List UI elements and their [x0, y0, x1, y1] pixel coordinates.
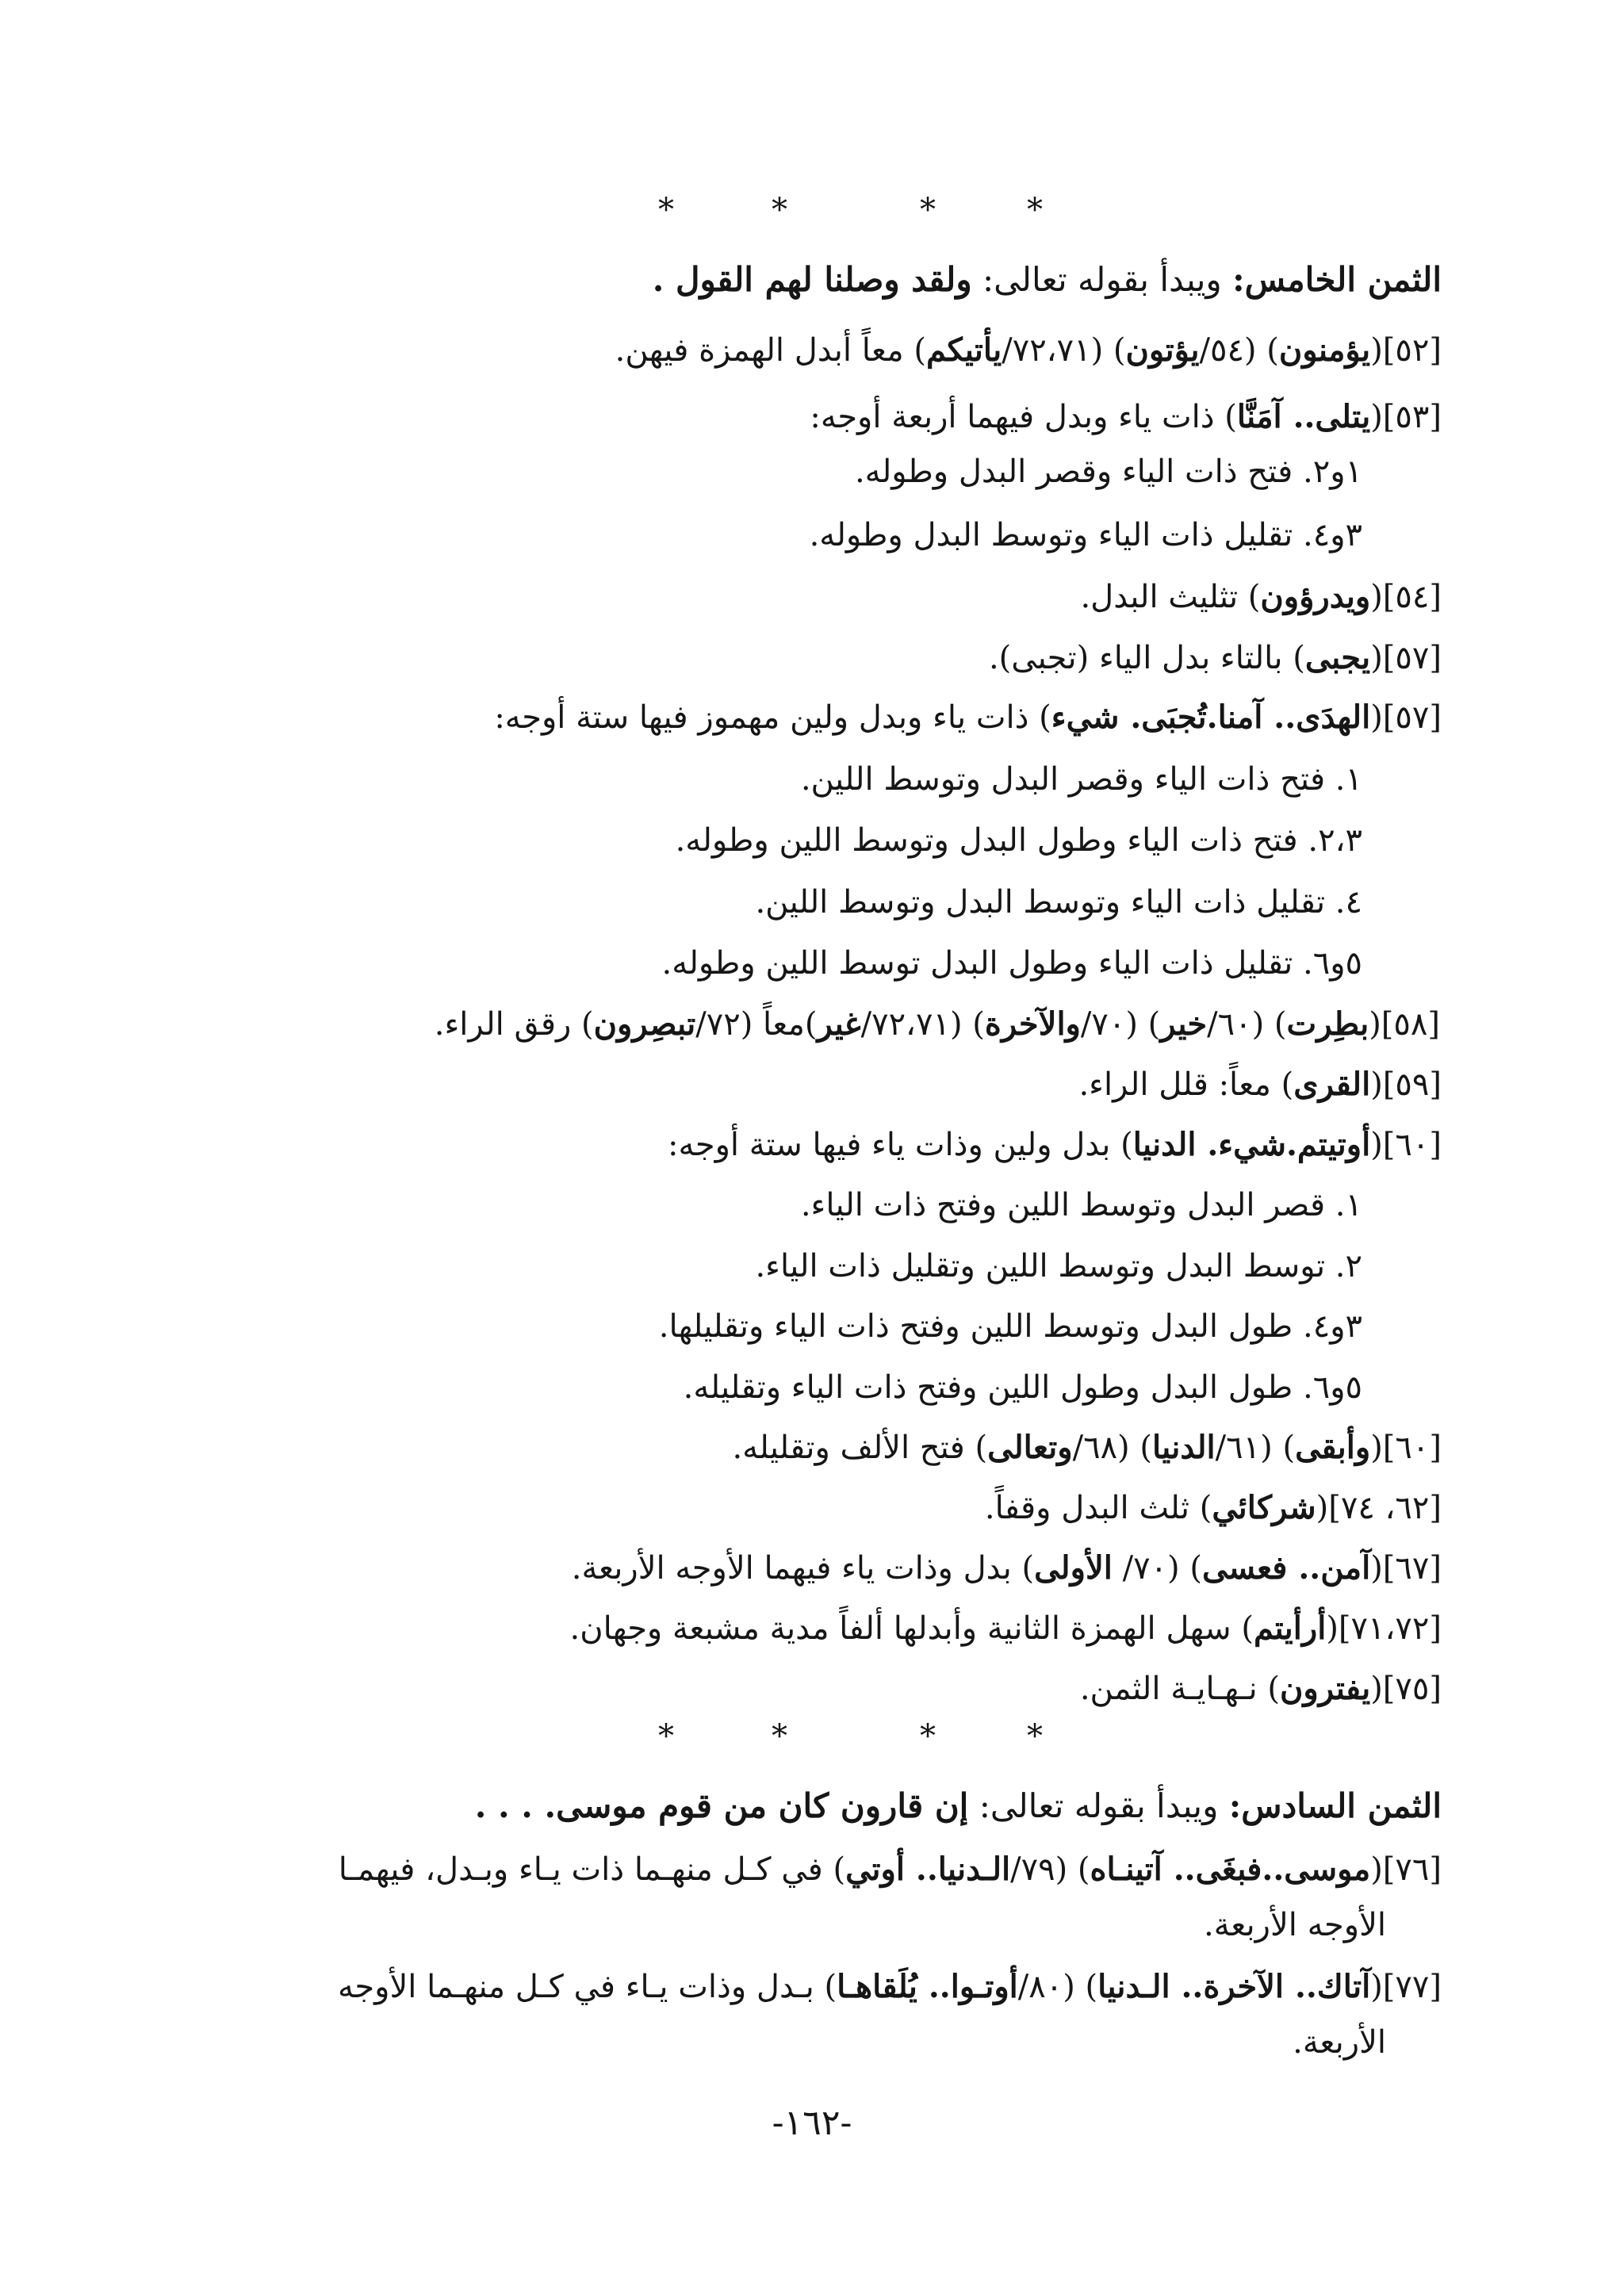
- entry-line: [1078, 1061, 1442, 1108]
- text: ) (٦٠/: [1207, 1006, 1287, 1043]
- word: يأتيكم: [925, 331, 1002, 369]
- option-line: ١. فتح ذات الياء وقصر البدل وتوسط اللين.: [800, 761, 1362, 798]
- entry-line: [732, 1424, 1442, 1472]
- option-line: ١. قصر البدل وتوسط اللين وفتح ذات الياء.: [800, 1187, 1362, 1223]
- entry-line: [1080, 1665, 1442, 1713]
- word: يؤتون: [1125, 331, 1200, 369]
- entry-line: [1080, 573, 1442, 621]
- entry-line: [989, 634, 1442, 682]
- star: *: [658, 192, 674, 228]
- word: أرأيتم: [1253, 1610, 1327, 1647]
- star: *: [920, 1718, 936, 1755]
- star: *: [772, 192, 787, 228]
- star: *: [1027, 192, 1043, 228]
- text: ) ثلث البدل وقفاً.: [984, 1490, 1212, 1526]
- star: *: [1027, 1718, 1043, 1755]
- option-line: ١و٢. فتح ذات الياء وقصر البدل وطوله.: [854, 454, 1362, 490]
- text: ) (٦١/: [1215, 1430, 1296, 1466]
- text: ) ذات ياء وبدل ولين مهموز فيها ستة أوجه:: [494, 699, 1051, 736]
- text: ) بـدل وذات يـاء في كـل منهـما الأوجه: [337, 1969, 837, 2005]
- page-number: -١٦٢-: [772, 2103, 852, 2143]
- text: [٦٠](: [1370, 1127, 1442, 1163]
- word: تبصِرون: [593, 1005, 696, 1043]
- word: أوتيتم.شيء. الدنيا: [1132, 1126, 1371, 1163]
- word: والآخرة: [984, 1005, 1081, 1043]
- text: ) نـهـايـة الثمن.: [1079, 1671, 1280, 1707]
- word: الدنيا: [1151, 1429, 1216, 1466]
- word: خير: [1160, 1005, 1208, 1043]
- word: يتلى.. آمَنَّا: [1236, 398, 1371, 435]
- text: )معاً (٧٢/: [695, 1006, 818, 1043]
- section-heading: [475, 1782, 1442, 1830]
- star: *: [920, 192, 936, 228]
- option-line: ٤. تقليل ذات الياء وتوسط البدل وتوسط اللين.: [755, 884, 1362, 921]
- entry-line: [810, 393, 1442, 441]
- text: [٦٧](: [1370, 1550, 1442, 1587]
- entry-line: [615, 327, 1442, 374]
- option-line: ٣و٤. تقليل ذات الياء وتوسط البدل وطوله.: [809, 517, 1362, 553]
- option-line: ٢. توسط البدل وتوسط اللين وتقليل ذات الياء.: [755, 1248, 1362, 1284]
- word: آتاك.. الآخرة.. الـدنيا: [1097, 1968, 1371, 2005]
- text: ) (٨٠/: [1017, 1969, 1098, 2005]
- continuation-line: الأوجه الأربعة.: [1204, 1907, 1386, 1943]
- word: أوتـوا.. يُلَقاهـا: [837, 1968, 1018, 2005]
- word: ويدرؤون: [1260, 578, 1371, 615]
- text: ) رقق الراء.: [434, 1006, 594, 1043]
- text: [٥٨](: [1369, 1006, 1440, 1043]
- text: [٧٧](: [1370, 1969, 1442, 2005]
- word: الهدَى.. آمنا.تُجبَى. شيء: [1051, 699, 1371, 736]
- text: [٦٠](: [1370, 1430, 1442, 1466]
- separator-stars-middle: [555, 1713, 1110, 1760]
- word: يفترون: [1280, 1670, 1371, 1707]
- heading-verse: إن قارون كان من قوم موسى. . . .: [474, 1786, 969, 1825]
- text: [٥٣](: [1370, 399, 1442, 435]
- text: [٥٧](: [1370, 640, 1442, 676]
- text: ) (٥٤/: [1199, 332, 1279, 369]
- heading-label: الثمن السادس:: [1228, 1786, 1442, 1825]
- word: شركائي: [1212, 1489, 1316, 1526]
- word: الأولى: [1034, 1549, 1113, 1587]
- text: [٧١،٧٢](: [1326, 1610, 1442, 1647]
- entry-line: [569, 1605, 1442, 1652]
- entry-line: [435, 1001, 1440, 1048]
- text: ) (٧٢،٧١/: [1002, 332, 1126, 369]
- option-line: ٥و٦. تقليل ذات الياء وطول البدل توسط اللين وطوله.: [661, 945, 1362, 982]
- option-line: ٢،٣. فتح ذات الياء وطول البدل وتوسط اللين وطوله.: [675, 822, 1362, 859]
- text: ) معاً أبدل الهمزة فيهن.: [615, 332, 926, 369]
- entry-line: [985, 1484, 1442, 1532]
- star: *: [658, 1718, 674, 1755]
- heading-verse: ولقد وصلنا لهم القول .: [652, 260, 972, 299]
- entry-line: [338, 1963, 1442, 2011]
- heading-label: الثمن الخامس:: [1232, 260, 1442, 299]
- section-heading: [653, 256, 1442, 304]
- text: [٥٤](: [1370, 579, 1442, 615]
- word: القرى: [1293, 1066, 1371, 1103]
- text: ) (٧٩/: [1010, 1851, 1090, 1888]
- text: [٧٦](: [1370, 1851, 1442, 1888]
- entry-line: [572, 1545, 1442, 1592]
- text: [٥٢](: [1370, 332, 1442, 369]
- text: [٦٢، ٧٤](: [1316, 1490, 1442, 1526]
- word: الـدنيا.. أوتي: [845, 1851, 1011, 1888]
- option-line: ٥و٦. طول البدل وطول اللين وفتح ذات الياء وتقليله.: [683, 1369, 1362, 1406]
- text: ) بالتاء بدل الياء (تجبى).: [988, 640, 1305, 676]
- option-line: ٣و٤. طول البدل وتوسط اللين وفتح ذات الياء وتقليلها.: [658, 1308, 1362, 1345]
- word: يؤمنون: [1278, 331, 1371, 369]
- text: ) (٧٢،٧١/: [860, 1006, 985, 1043]
- text: ) بدل وذات ياء فيهما الأوجه الأربعة.: [571, 1550, 1035, 1587]
- word: آمن.. فعسى: [1201, 1549, 1371, 1587]
- separator-stars-top: [555, 186, 1110, 234]
- heading-intro: ويبدأ بقوله تعالى:: [968, 1786, 1229, 1825]
- text: ) (٦٨/: [1072, 1430, 1152, 1466]
- word: وأبقى: [1295, 1429, 1371, 1466]
- entry-line: [668, 1121, 1442, 1169]
- text: ) في كـل منهـما ذات يـاء وبـدل، فيهمـا: [338, 1851, 846, 1888]
- star: *: [772, 1718, 787, 1755]
- heading-intro: ويبدأ بقوله تعالى:: [971, 260, 1233, 299]
- continuation-line: الأربعة.: [1293, 2024, 1386, 2061]
- text: [٥٩](: [1370, 1066, 1442, 1103]
- text: ) معاً: قلل الراء.: [1078, 1066, 1294, 1103]
- word: يجبى: [1304, 639, 1371, 676]
- text: ) تثليث البدل.: [1080, 579, 1261, 615]
- text: ) ذات ياء وبدل فيهما أربعة أوجه:: [810, 399, 1237, 435]
- text: ) (٧٠/: [1112, 1550, 1202, 1587]
- text: [٧٥](: [1370, 1671, 1442, 1707]
- text: [٥٧](: [1370, 699, 1442, 736]
- entry-line: [339, 1846, 1442, 1893]
- text: ) بدل ولين وذات ياء فيها ستة أوجه:: [667, 1127, 1133, 1163]
- text: ) فتح الألف وتقليله.: [732, 1430, 988, 1466]
- text: ) (٧٠/: [1080, 1006, 1161, 1043]
- entry-line: [494, 694, 1442, 741]
- word: بطِرت: [1286, 1005, 1369, 1043]
- word: موسى..فبغَى.. آتينـاه: [1090, 1851, 1371, 1888]
- text: ) سهل الهمزة الثانية وأبدلها ألفاً مدية مشبعة وجهان.: [569, 1610, 1254, 1647]
- word: وتعالى: [987, 1429, 1073, 1466]
- word: غير: [817, 1005, 861, 1043]
